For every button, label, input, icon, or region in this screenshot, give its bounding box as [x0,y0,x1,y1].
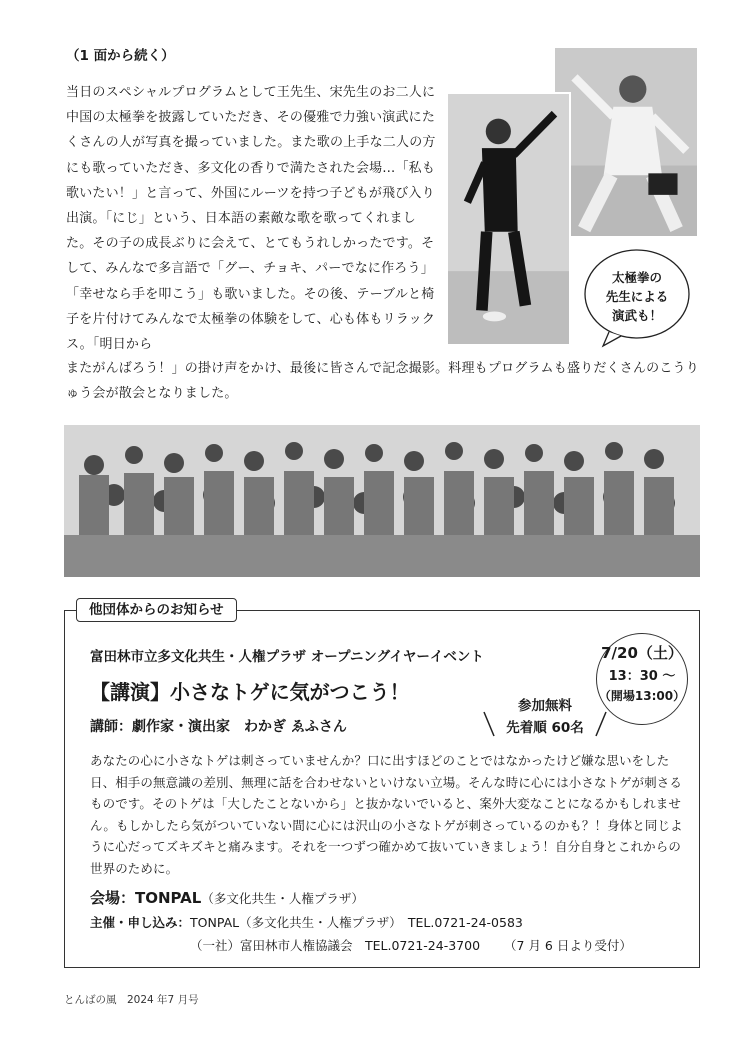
lecture-title: 【講演】小さなトゲに気がつこう！ [90,680,410,704]
free-admission-area [480,690,610,740]
group-photo [64,425,700,577]
notice-body: あなたの心に小さなトゲは刺さっていませんか？口に出すほどのことではなかったけど嫌な思いをした日、相手の無意識の差別、無理に話を合わせないといけない立場。そんな時に心には小さなトゲが刺さるものです。そのトゲは「大したことないから」と抜かないでいると、案外大変なことになるかもしれません。もしかしたら気がついていない間に心には沢山の小さなトゲが刺さっているのかも？！身体と同じように心だってズキズキと痛みます。それを一つずつ確かめて抜いていきましょう！自分自身とこれからの世界のために。 [90,753,683,876]
notice-tab-label: 他団体からのお知らせ [76,598,237,622]
contact-line-1 [90,913,523,931]
organizer-line: 富田林市立多文化共生・人権プラザ オープニングイヤーイベント [90,649,484,665]
free-admission: 参加無料 [518,698,572,714]
lecturer-line: 講師：劇作家・演出家 わかぎ ゑふさん [90,719,347,735]
bubble-line: 演武も！ [611,308,662,323]
event-weekday: （土） [637,644,683,662]
bubble-line: 先生による [605,289,669,304]
contact-label: 主催・申し込み： [90,915,191,930]
bubble-line: 太極拳の [611,270,662,285]
capacity: 先着順 60名 [506,720,584,736]
deadline: （7 月 6 日より受付） [504,938,632,953]
speech-bubble [583,248,691,348]
contact-2: （一社）富田林市人権協議会 TEL.0721-24-3700 [190,938,481,953]
article-text-tail: またがんばろう！」の掛け声をかけ、最後に皆さんで記念撮影。料理もプログラムも盛りだくさんのこうりゅう会が散会となりました。 [66,361,699,402]
venue-label: 会場：TONPAL [90,889,202,907]
venue-sub: （多文化共生・人権プラザ） [201,891,364,906]
footer: とんばの風 2024 年7 月号 [64,994,199,1006]
event-opening: （開場13:00） [598,689,686,703]
contact-1: TONPAL（多文化共生・人権プラザ） TEL.0721-24-0583 [190,915,523,930]
continued-note: （1 面から続く） [66,48,175,64]
taichi-man-photo [446,92,571,346]
article-text: 当日のスペシャルプログラムとして王先生、宋先生のお二人に中国の太極拳を披露していただき、その優雅で力強い演武にたくさんの人が写真を撮っていました。また歌の上手な二人の方にも歌っていただき、多文化の香りで満たされた会場…「私も歌いたい！」と言って、外国にルーツを持つ子どもが飛び入り出演。「にじ」という、日本語の素敵な歌を歌ってくれました。その子の成長ぶりに会えて、とてもうれしかったです。そして、みんなで多言語で「グー、チョキ、パーでなに作ろう」「幸せなら手を叩こう」も歌いました。その後、テーブルと椅子を片付けてみんなで太極拳の体験をして、心も体もリラックス。「明日から [66,85,436,353]
contact-line-2 [190,936,670,954]
taichi-woman-photo [553,46,699,238]
event-time: 13：30 ～ [608,669,676,684]
event-date: 7/20 [601,644,638,662]
venue-line [90,887,364,908]
